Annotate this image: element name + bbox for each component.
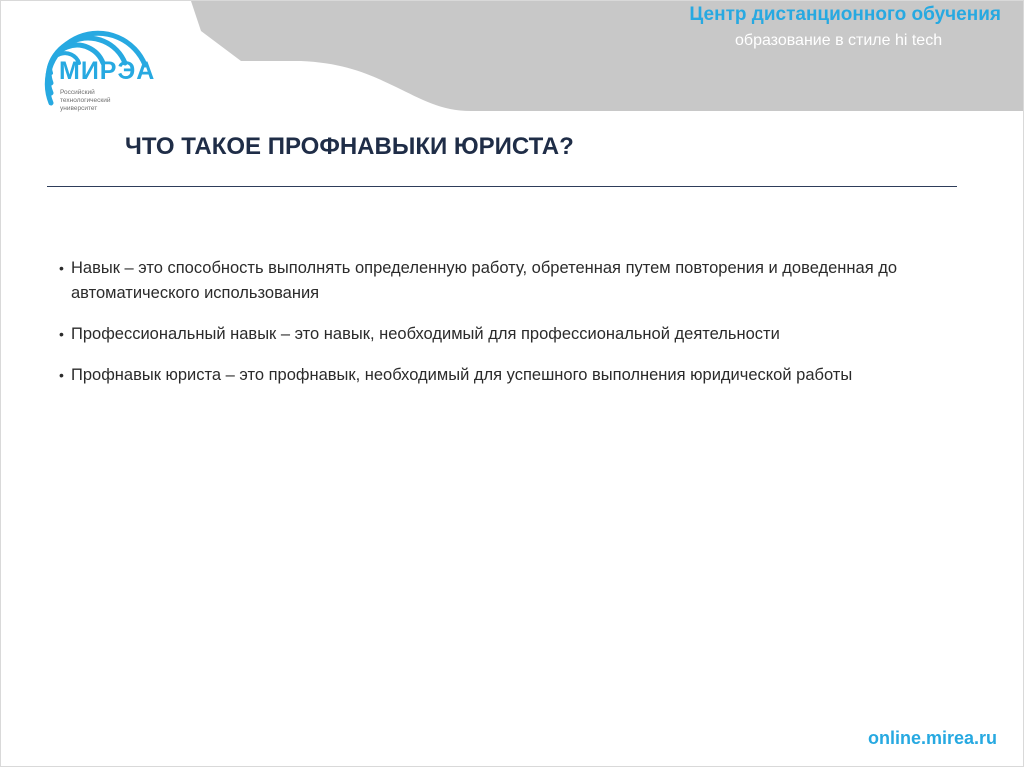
bullet-marker: • (59, 260, 64, 276)
mirea-logo (7, 7, 177, 111)
bullet-text: Профнавык юриста – это профнавык, необходимый для успешного выполнения юридической работы (71, 366, 853, 384)
bullet-item (59, 363, 959, 388)
header-title: Центр дистанционного обучения (689, 4, 1001, 25)
slide-title: ЧТО ТАКОЕ ПРОФНАВЫКИ ЮРИСТА? (125, 133, 574, 160)
logo-subtitle: Российский технологический университет (60, 89, 111, 112)
bullet-marker: • (59, 367, 64, 383)
bullet-list (59, 256, 959, 404)
header-subtitle: образование в стиле hi tech (735, 32, 943, 49)
logo-name: МИРЭА (59, 57, 156, 85)
title-divider (47, 186, 957, 187)
bullet-item (59, 322, 959, 347)
bullet-text: Профессиональный навык – это навык, необходимый для профессиональной деятельности (71, 325, 780, 343)
bullet-marker: • (59, 326, 64, 342)
footer-website-link[interactable]: online.mirea.ru (867, 728, 997, 748)
bullet-text: Навык – это способность выполнять определенную работу, обретенная путем повторения и доведенная до автоматического использования (71, 259, 898, 302)
bullet-item (59, 256, 959, 306)
